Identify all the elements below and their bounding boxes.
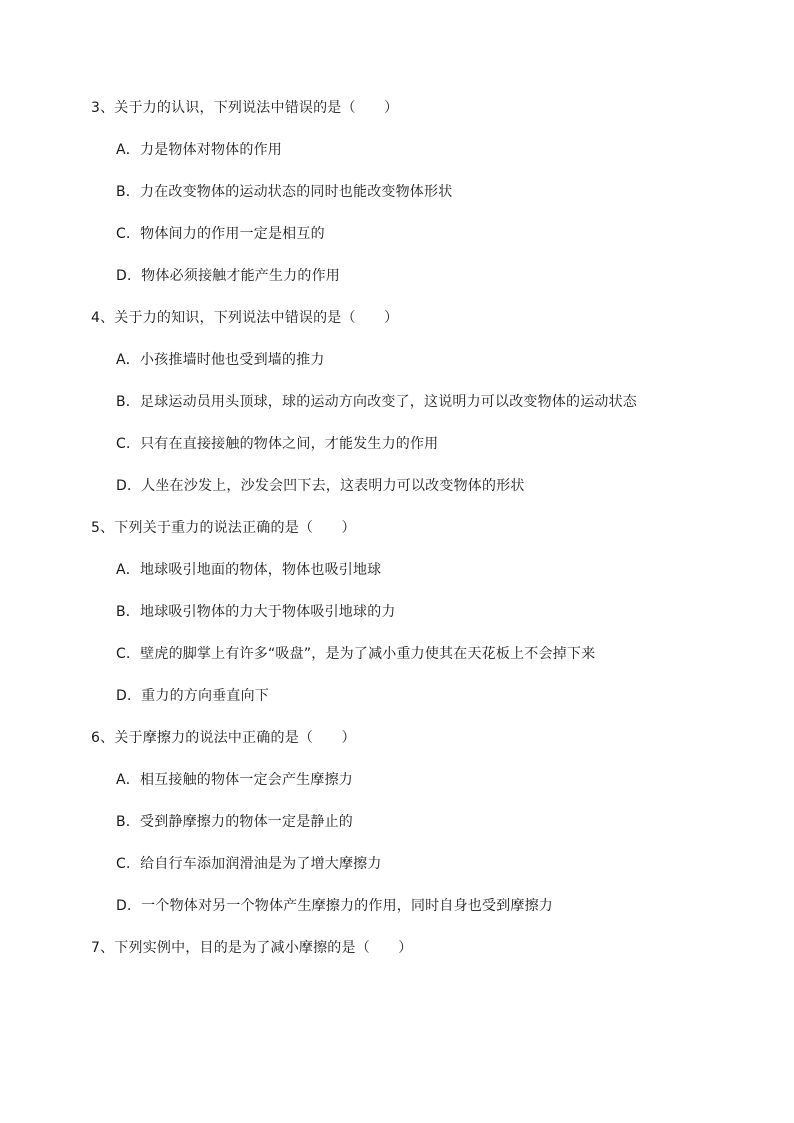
question-5-stem: 5、下列关于重力的说法正确的是（ ） (91, 520, 356, 536)
question-5-option-b: B．地球吸引物体的力大于物体吸引地球的力 (116, 604, 396, 620)
question-3-option-c: C．物体间力的作用一定是相互的 (116, 226, 325, 242)
question-4-option-b: B．足球运动员用头顶球，球的运动方向改变了，这说明力可以改变物体的运动状态 (116, 394, 638, 410)
question-6-option-b: B．受到静摩擦力的物体一定是静止的 (116, 814, 354, 830)
question-3-option-d: D．物体必须接触才能产生力的作用 (116, 268, 340, 284)
question-4-stem: 4、关于力的知识，下列说法中错误的是（ ） (91, 310, 399, 326)
question-6-option-c: C．给自行车添加润滑油是为了增大摩擦力 (116, 856, 382, 872)
question-6-option-a: A．相互接触的物体一定会产生摩擦力 (116, 772, 353, 788)
question-5-option-c: C．壁虎的脚掌上有许多“吸盘”，是为了减小重力使其在天花板上不会掉下来 (116, 646, 596, 662)
question-5-option-d: D．重力的方向垂直向下 (116, 688, 269, 704)
question-4-option-d: D．人坐在沙发上，沙发会凹下去，这表明力可以改变物体的形状 (116, 478, 525, 494)
question-5-option-a: A．地球吸引地面的物体，物体也吸引地球 (116, 562, 382, 578)
question-3-option-b: B．力在改变物体的运动状态的同时也能改变物体形状 (116, 184, 453, 200)
question-3-option-a: A．力是物体对物体的作用 (116, 142, 282, 158)
question-6-option-d: D．一个物体对另一个物体产生摩擦力的作用，同时自身也受到摩擦力 (116, 898, 553, 914)
question-7-stem: 7、下列实例中，目的是为了减小摩擦的是（ ） (91, 940, 413, 956)
question-4-option-a: A．小孩推墙时他也受到墙的推力 (116, 352, 325, 368)
question-4-option-c: C．只有在直接接触的物体之间，才能发生力的作用 (116, 436, 439, 452)
question-3-stem: 3、关于力的认识，下列说法中错误的是（ ） (91, 100, 399, 116)
question-6-stem: 6、关于摩擦力的说法中正确的是（ ） (91, 730, 356, 746)
